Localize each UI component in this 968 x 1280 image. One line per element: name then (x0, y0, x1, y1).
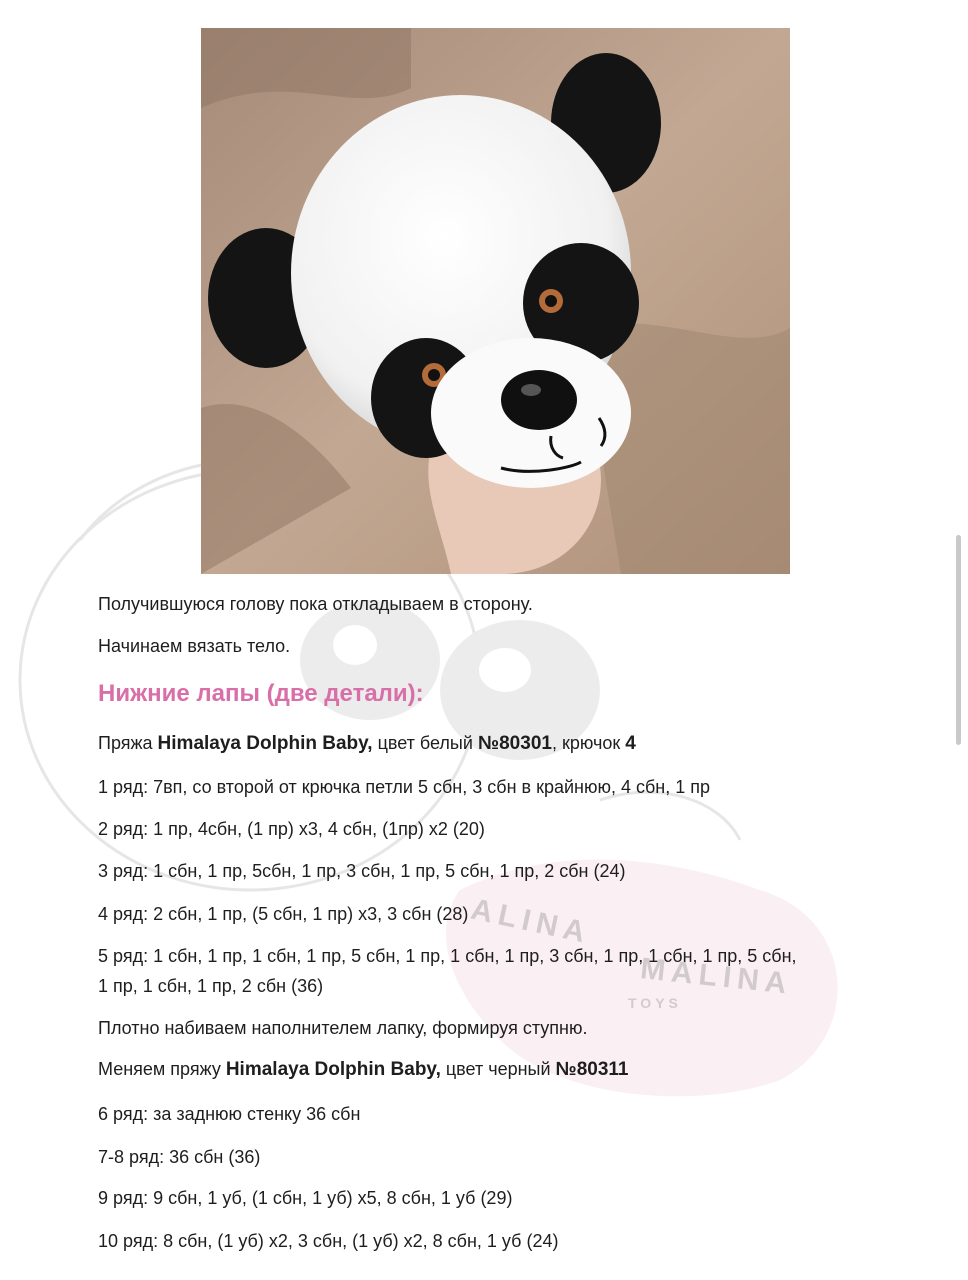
paragraph-put-head-aside: Получившуюся голову пока откладываем в сторону. (98, 594, 533, 614)
paragraph-start-body: Начинаем вязать тело. (98, 636, 291, 656)
row-7-8: 7-8 ряд: 36 сбн (36) (98, 1147, 261, 1167)
yarn-brand: Himalaya Dolphin Baby, (157, 733, 373, 754)
row-5-line-2: 1 пр, 1 сбн, 1 пр, 2 сбн (36) (98, 976, 324, 996)
yarn-color-code-black: №80311 (555, 1059, 629, 1080)
row-3: 3 ряд: 1 сбн, 1 пр, 5сбн, 1 пр, 3 сбн, 1 пр, 5 сбн, 1 пр, 2 сбн (24) (98, 861, 626, 881)
panda-head-photo (201, 28, 790, 574)
row-1: 1 ряд: 7вп, со второй от крючка петли 5 сбн, 3 сбн в крайнюю, 4 сбн, 1 пр (98, 777, 710, 797)
yarn-color-code: №80301 (477, 733, 552, 754)
yarn-color-label: цвет белый (372, 733, 478, 753)
paragraph-stuff-paw: Плотно набиваем наполнителем лапку, формируя ступню. (98, 1018, 588, 1038)
vertical-scrollbar-thumb[interactable] (956, 535, 961, 745)
watermark-text-toys: TOYS (628, 995, 682, 1011)
watermark-text-alina: ALINA (468, 892, 594, 951)
row-6: 6 ряд: за заднюю стенку 36 сбн (98, 1104, 361, 1124)
watermark-text-malina: MALINA (638, 952, 795, 1001)
hook-label: , крючок (551, 733, 626, 753)
yarn-line-black (98, 1057, 898, 1082)
hook-size: 4 (625, 733, 636, 754)
yarn-change-prefix: Меняем пряжу (98, 1059, 226, 1079)
section-heading-lower-paws: Нижние лапы (две детали): (98, 680, 424, 707)
yarn-line-white (98, 731, 898, 756)
row-2: 2 ряд: 1 пр, 4сбн, (1 пр) х3, 4 сбн, (1пр) х2 (20) (98, 819, 485, 839)
yarn-prefix: Пряжа (98, 733, 158, 753)
row-4: 4 ряд: 2 сбн, 1 пр, (5 сбн, 1 пр) х3, 3 сбн (28) (98, 904, 469, 924)
row-5-line-1: 5 ряд: 1 сбн, 1 пр, 1 сбн, 1 пр, 5 сбн, 1 пр, 1 сбн, 1 пр, 3 сбн, 1 пр, 1 сбн, 1 пр, 5 сбн, (98, 946, 797, 966)
yarn-brand-black: Himalaya Dolphin Baby, (225, 1059, 441, 1080)
row-9: 9 ряд: 9 сбн, 1 уб, (1 сбн, 1 уб) х5, 8 сбн, 1 уб (29) (98, 1188, 513, 1208)
row-10: 10 ряд: 8 сбн, (1 уб) х2, 3 сбн, (1 уб) х2, 8 сбн, 1 уб (24) (98, 1231, 559, 1251)
yarn-color-label-black: цвет черный (440, 1059, 556, 1079)
